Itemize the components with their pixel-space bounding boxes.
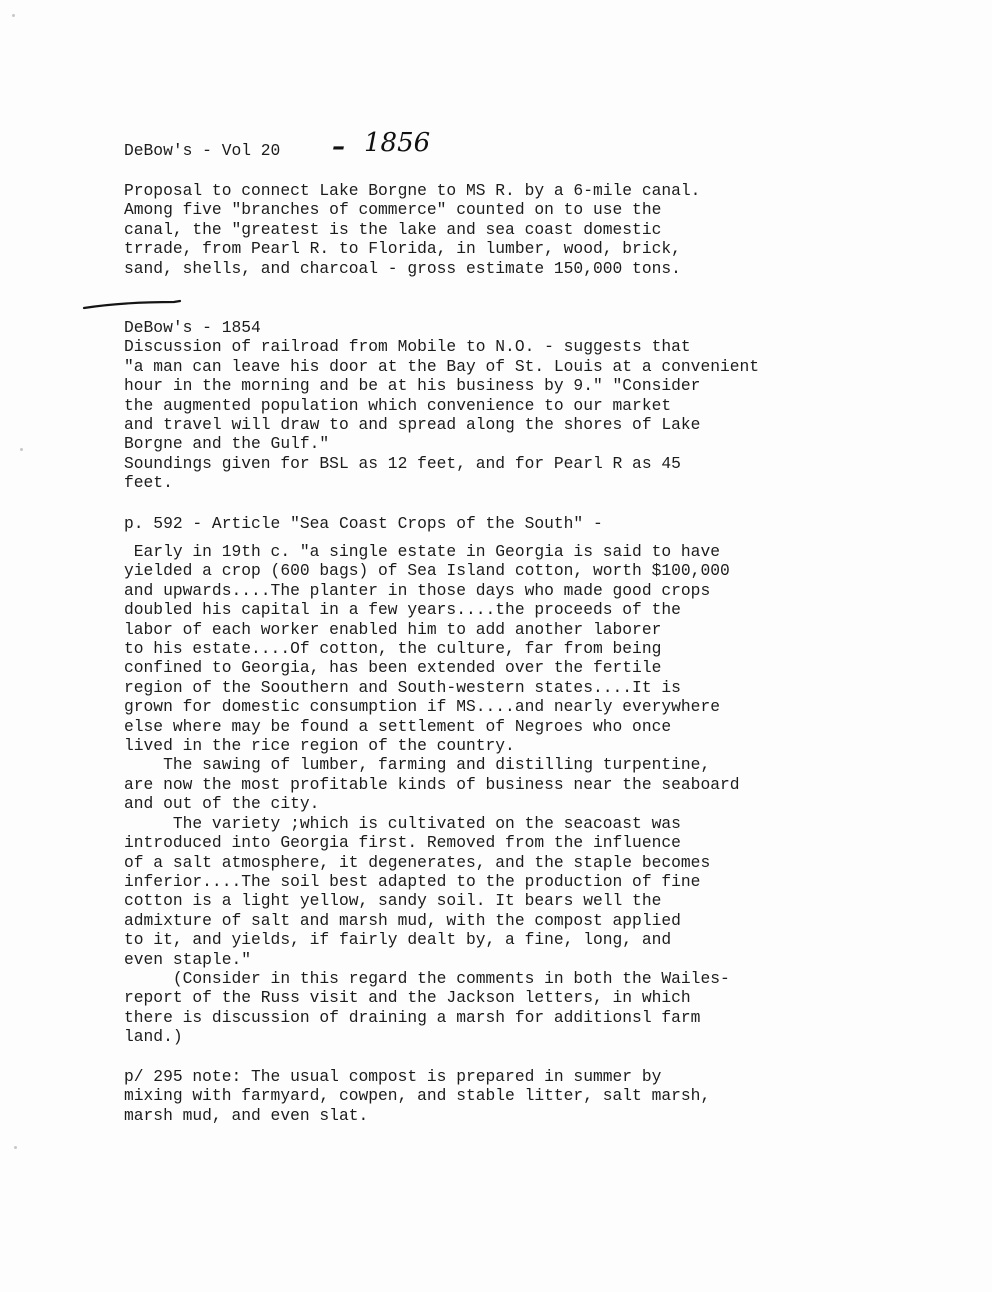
text-line: lived in the rice region of the country. [124,736,515,756]
text-line: feet. [124,473,173,493]
text-line: there is discussion of draining a marsh for additionsl farm [124,1007,701,1027]
section-compost-note [124,1067,710,1125]
text-line: mixing with farmyard, cowpen, and stable litter, salt marsh, [124,1086,711,1106]
text-line: marsh mud, and even slat. [124,1105,369,1125]
text-line: report of the Russ visit and the Jackson letters, in which [124,988,691,1008]
handwritten-separator-line [80,294,190,314]
text-line: yielded a crop (600 bags) of Sea Island cotton, worth $100,000 [124,561,730,581]
text-line: Among five "branches of commerce" counted on to use the [124,200,662,220]
text-line: the augmented population which convenience to our market [124,395,672,415]
text-line: of a salt atmosphere, it degenerates, and the staple becomes [124,852,711,872]
text-line: doubled his capital in a few years....the proceeds of the [124,600,681,620]
text-line: and upwards....The planter in those days who made good crops [124,580,711,600]
paper-speck [12,14,15,17]
text-line: canal, the "greatest is the lake and sea coast domestic [124,219,662,239]
text-line: Early in 19th c. "a single estate in Georgia is said to have [124,542,720,561]
text-line: cotton is a light yellow, sandy soil. It bears well the [124,891,662,911]
text-line: region of the Soouthern and South-western states....It is [124,677,681,697]
text-line: Proposal to connect Lake Borgne to MS R. by a 6-mile canal. [124,181,701,200]
text-line: Discussion of railroad from Mobile to N.O. - suggests that [124,337,691,357]
section-railroad-discussion [124,318,759,493]
text-line: and out of the city. [124,794,320,814]
paper-speck [20,448,23,451]
section-sea-coast-crops-heading [124,514,603,533]
text-line: land.) [124,1027,183,1047]
text-line: Borgne and the Gulf." [124,434,330,454]
text-line: inferior....The soil best adapted to the production of fine [124,871,701,891]
text-line: are now the most profitable kinds of business near the seaboard [124,774,740,794]
text-line: confined to Georgia, has been extended over the fertile [124,658,662,678]
handwritten-dash: – [332,132,345,162]
section-heading: p. 592 - Article "Sea Coast Crops of the South" - [124,514,603,533]
text-line: to his estate....Of cotton, the culture, far from being [124,639,662,659]
text-line: (Consider in this regard the comments in both the Wailes- [124,968,730,988]
text-line: labor of each worker enabled him to add another laborer [124,619,662,639]
section-heading: DeBow's - 1854 [124,318,261,337]
text-line: even staple." [124,949,252,969]
text-line: and travel will draw to and spread along the shores of Lake [124,415,701,435]
text-line: introduced into Georgia first. Removed from the influence [124,833,681,853]
text-line: grown for domestic consumption if MS....and nearly everywhere [124,697,720,717]
document-header [124,141,290,160]
text-line: "a man can leave his door at the Bay of St. Louis at a convenient [124,356,760,376]
text-line: sand, shells, and charcoal - gross estimate 150,000 tons. [124,258,681,278]
section-canal-proposal [124,181,700,278]
text-line: The variety ;which is cultivated on the seacoast was [124,813,681,833]
handwritten-year: 1856 [364,128,431,158]
text-line: trrade, from Pearl R. to Florida, in lumber, wood, brick, [124,239,681,259]
text-line: The sawing of lumber, farming and distilling turpentine, [124,755,711,775]
header-typed-title: DeBow's - Vol 20 [124,141,291,160]
text-line: p/ 295 note: The usual compost is prepared in summer by [124,1067,662,1086]
text-line: hour in the morning and be at his business by 9." "Consider [124,376,701,396]
text-line: admixture of salt and marsh mud, with the compost applied [124,910,681,930]
text-line: Soundings given for BSL as 12 feet, and for Pearl R as 45 [124,453,681,473]
text-line: else where may be found a settlement of Negroes who once [124,716,672,736]
section-sea-coast-crops [124,542,740,1047]
text-line: to it, and yields, if fairly dealt by, a fine, long, and [124,930,672,950]
paper-speck [14,1146,17,1149]
